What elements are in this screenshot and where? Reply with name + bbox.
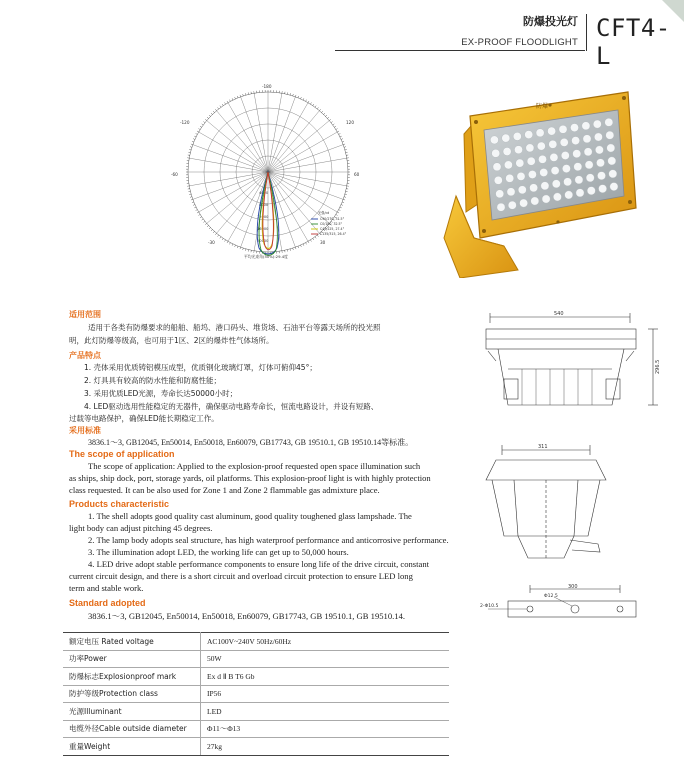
tick-label-lower-right: 30 bbox=[320, 240, 326, 245]
led-module bbox=[538, 155, 546, 163]
led-module bbox=[570, 124, 578, 132]
dim-height-side: 296.5 bbox=[655, 359, 661, 374]
spec-value: Ex d Ⅱ B T6 Gb bbox=[201, 668, 450, 686]
feature-cn-item: 过载等电路保护，确保LED能长期稳定工作。 bbox=[69, 414, 219, 423]
led-module bbox=[573, 150, 581, 158]
header-rule bbox=[335, 50, 585, 51]
header-divider bbox=[586, 14, 587, 51]
led-module bbox=[606, 131, 614, 139]
led-module bbox=[508, 201, 516, 209]
led-module bbox=[553, 193, 561, 201]
section-heading-scope-cn: 适用范围 bbox=[69, 310, 101, 319]
tick-label-upper-right: 120 bbox=[346, 120, 354, 125]
radial-label: 4000 bbox=[259, 191, 269, 195]
led-module bbox=[597, 172, 605, 180]
section-heading-features-en: Products characteristic bbox=[69, 499, 170, 509]
led-module bbox=[587, 187, 595, 195]
led-module bbox=[503, 147, 511, 155]
chart-caption: 平均光束角(50%):29.4度 bbox=[244, 254, 288, 259]
features-en-line: 2. The lamp body adopts seal structure, has high waterproof performance and anticorrosive performance. bbox=[88, 535, 449, 545]
drawing-mounting-bracket bbox=[478, 583, 668, 628]
page-corner-fold bbox=[662, 0, 684, 22]
led-module bbox=[549, 140, 557, 148]
table-row bbox=[63, 720, 449, 738]
scope-cn-line-2: 明，此灯防爆等级高，也可用于1区、2区的爆炸性气体场所。 bbox=[69, 336, 274, 345]
spec-value: Φ11～Φ13 bbox=[201, 720, 450, 738]
led-module bbox=[552, 180, 560, 188]
led-module bbox=[584, 148, 592, 156]
led-module bbox=[564, 178, 572, 186]
led-module bbox=[494, 176, 502, 184]
standards-en-text: 3836.1～3, GB12045, En50014, En50018, En60079, GB17743, GB 19510.1, GB 19510.14. bbox=[88, 611, 406, 621]
tick-label-upper-left: -120 bbox=[180, 120, 190, 125]
spec-value: 27kg bbox=[201, 738, 450, 756]
led-module bbox=[527, 157, 535, 165]
led-module bbox=[574, 163, 582, 171]
led-module bbox=[537, 142, 545, 150]
section-heading-standards-cn: 采用标准 bbox=[69, 426, 101, 435]
led-module bbox=[585, 161, 593, 169]
scope-en-line: The scope of application: Applied to the explosion-proof requested open space illumination such bbox=[88, 461, 421, 471]
led-module bbox=[516, 159, 524, 167]
led-module bbox=[559, 125, 567, 133]
table-row bbox=[63, 738, 449, 756]
features-en-line: term and stable work. bbox=[69, 583, 144, 593]
led-module bbox=[565, 191, 573, 199]
table-row bbox=[63, 633, 449, 651]
legend-entry: C135/315, 26.4° bbox=[320, 232, 347, 236]
led-module bbox=[520, 199, 528, 207]
led-module bbox=[599, 185, 607, 193]
spec-key: 功率Power bbox=[63, 650, 201, 668]
spec-value: IP56 bbox=[201, 685, 450, 703]
section-heading-features-cn: 产品特点 bbox=[69, 351, 101, 360]
led-module bbox=[492, 149, 500, 157]
led-module bbox=[536, 129, 544, 137]
led-module bbox=[583, 135, 591, 143]
specification-table bbox=[63, 632, 449, 756]
led-module bbox=[562, 165, 570, 173]
product-badge: 防爆 bbox=[536, 103, 549, 110]
title-en: EX-PROOF FLOODLIGHT bbox=[461, 37, 578, 48]
spec-key: 电缆外径Cable outside diameter bbox=[63, 720, 201, 738]
led-module bbox=[541, 182, 549, 190]
section-heading-scope-en: The scope of application bbox=[69, 449, 175, 459]
table-row bbox=[63, 685, 449, 703]
led-module bbox=[496, 190, 504, 198]
features-en-line: 3. The illumination adopt LED, the working life can get up to 50,000 hours. bbox=[88, 547, 349, 557]
led-module bbox=[525, 131, 533, 139]
led-module bbox=[542, 195, 550, 203]
feature-cn-item: 1. 壳体采用优质铸铝模压成型，优质钢化玻璃灯罩，灯体可俯仰45°； bbox=[84, 363, 317, 372]
led-module bbox=[517, 172, 525, 180]
led-module bbox=[507, 188, 515, 196]
spec-key: 防护等级Protection class bbox=[63, 685, 201, 703]
led-module bbox=[526, 144, 534, 152]
spec-value: LED bbox=[201, 703, 450, 721]
led-module bbox=[608, 157, 616, 165]
led-module bbox=[514, 146, 522, 154]
standards-cn-text: 3836.1～3, GB12045, En50014, En50018, En60079, GB17743, GB 19510.1, GB 19510.14等标准。 bbox=[88, 438, 414, 447]
led-module bbox=[582, 122, 590, 130]
table-row bbox=[63, 668, 449, 686]
product-photo-floodlight bbox=[440, 88, 640, 278]
features-en-line: light body can adjust pitching 45 degrees. bbox=[69, 523, 213, 533]
led-module bbox=[513, 132, 521, 140]
dim-width-top: 540 bbox=[554, 311, 564, 317]
led-module bbox=[540, 168, 548, 176]
drawing-front-view bbox=[478, 440, 668, 570]
light-distribution-polar-chart bbox=[168, 80, 368, 275]
model-number: CFT4-L bbox=[596, 14, 671, 70]
led-module bbox=[593, 120, 601, 128]
dim-hole-a: 2-Φ10.5 bbox=[480, 604, 499, 609]
scope-en-line: class requested. It can be also used for Zone 1 and Zone 2 flammable gas admixture place. bbox=[69, 485, 380, 495]
led-module bbox=[572, 137, 580, 145]
table-row bbox=[63, 650, 449, 668]
title-cn: 防爆投光灯 bbox=[523, 15, 578, 28]
led-module bbox=[506, 174, 514, 182]
spec-key: 重量Weight bbox=[63, 738, 201, 756]
legend-entry: C45/225, 27.4° bbox=[320, 227, 345, 231]
spec-key: 额定电压 Rated voltage bbox=[63, 633, 201, 651]
dim-mount-span: 300 bbox=[568, 584, 578, 590]
radial-label: 12000 bbox=[257, 215, 269, 219]
radial-label: 8000 bbox=[259, 203, 269, 207]
feature-cn-item: 3. 采用优质LED光源，寿命长达50000小时； bbox=[84, 389, 238, 398]
led-module bbox=[605, 118, 613, 126]
drawing-side-view bbox=[478, 309, 668, 439]
led-module bbox=[586, 174, 594, 182]
led-module bbox=[551, 167, 559, 175]
led-module bbox=[548, 127, 556, 135]
radial-label: 16000 bbox=[257, 227, 269, 231]
led-module bbox=[594, 133, 602, 141]
dim-hole-b: Φ12.5 bbox=[544, 594, 558, 599]
led-module bbox=[596, 159, 604, 167]
led-module bbox=[561, 151, 569, 159]
led-module bbox=[560, 138, 568, 146]
tick-label-lower-left: -30 bbox=[208, 240, 215, 245]
scope-cn-line-1: 适用于各类有防爆要求的船舶、船坞、港口码头、堆货场、石油平台等露天场所的投光照 bbox=[88, 323, 381, 332]
led-module bbox=[609, 170, 617, 178]
features-en-line: 1. The shell adopts good quality cast aluminum, good quality toughened glass lampshade. The bbox=[88, 511, 412, 521]
legend-entry: C0/180, 32.5° bbox=[320, 222, 343, 226]
legend-title: 光强/cd bbox=[318, 211, 330, 215]
radial-label: 20000 bbox=[257, 239, 269, 243]
led-module bbox=[610, 183, 618, 191]
led-module bbox=[550, 153, 558, 161]
tick-label-mid-right: 60 bbox=[354, 172, 360, 177]
tick-label-mid-left: -60 bbox=[171, 172, 178, 177]
led-module bbox=[493, 163, 501, 171]
led-module bbox=[575, 176, 583, 184]
section-heading-standards-en: Standard adopted bbox=[69, 598, 146, 608]
led-module bbox=[595, 146, 603, 154]
spec-value: 50W bbox=[201, 650, 450, 668]
led-module bbox=[530, 184, 538, 192]
features-en-line: 4. LED drive adopt stable performance components to ensure long life of the drive circuit, constant bbox=[88, 559, 430, 569]
led-module bbox=[502, 134, 510, 142]
led-module bbox=[518, 186, 526, 194]
spec-key: 防爆标志Explosionproof mark bbox=[63, 668, 201, 686]
led-module bbox=[576, 189, 584, 197]
spec-value: AC100V~240V 50Hz/60Hz bbox=[201, 633, 450, 651]
feature-cn-item: 2. 灯具具有较高的防水性能和防腐性能； bbox=[84, 376, 222, 385]
spec-key: 光源Illuminant bbox=[63, 703, 201, 721]
tick-label-top: -180 bbox=[262, 84, 272, 89]
features-en-line: current circuit design, and there is a short circuit and overload circuit protection to ensure LED long bbox=[69, 571, 413, 581]
scope-en-line: as ships, ship dock, port, storage yards, oil platforms. This explosion-proof light is with highly protection bbox=[69, 473, 431, 483]
legend-entry: C90/270, 31.5° bbox=[320, 217, 345, 221]
led-module bbox=[497, 203, 505, 211]
table-row bbox=[63, 703, 449, 721]
led-module bbox=[528, 170, 536, 178]
led-module bbox=[607, 144, 615, 152]
led-module bbox=[490, 136, 498, 144]
led-module bbox=[504, 161, 512, 169]
feature-cn-item: 4. LED驱动选用性能稳定的无器件，确保驱动电路寿命长，恒流电路设计，并设有短路、 bbox=[84, 402, 379, 411]
led-module bbox=[531, 197, 539, 205]
dim-width-mid: 311 bbox=[538, 444, 548, 450]
